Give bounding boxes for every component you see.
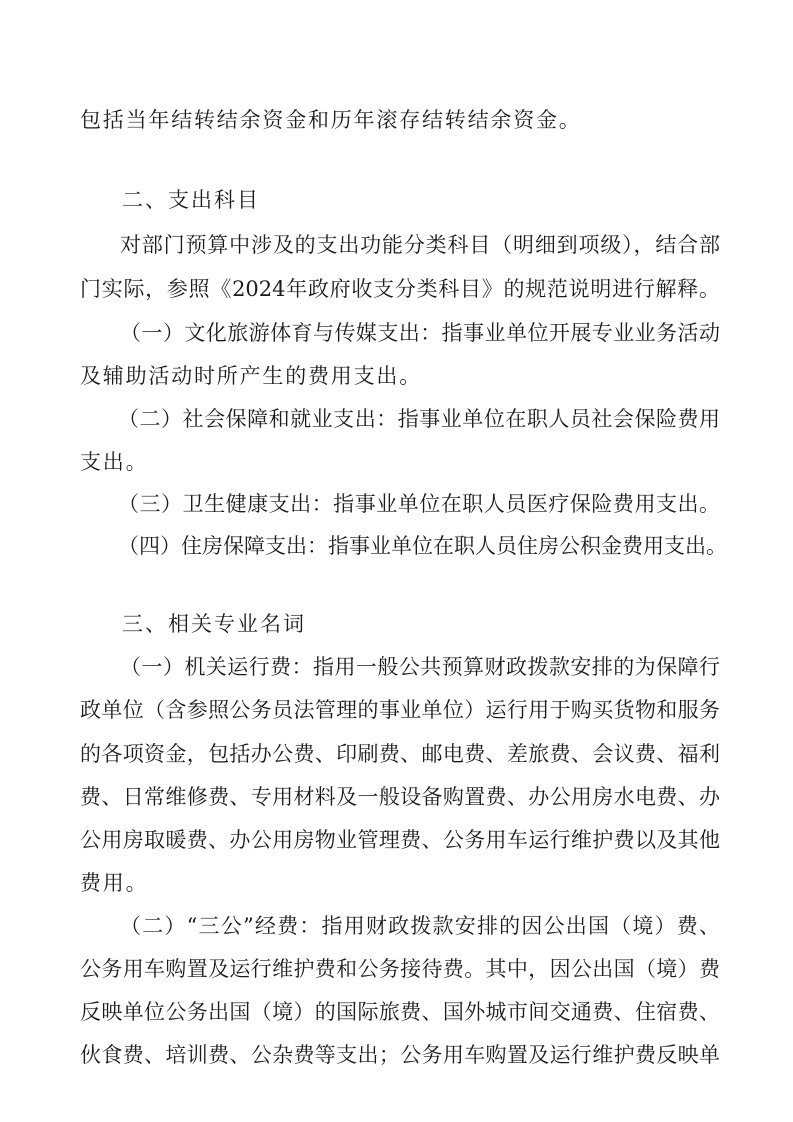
paragraph-line: 包括当年结转结余资金和历年滚存结转结余资金。 — [80, 108, 582, 132]
paragraph-line: （一）机关运行费：指用一般公共预算财政拨款安排的为保障行 — [120, 655, 720, 679]
paragraph-line: 反映单位公务出国（境）的国际旅费、国外城市间交通费、住宿费、 — [80, 1000, 720, 1024]
paragraph-line: 费用。 — [80, 871, 149, 895]
paragraph-line: （一）文化旅游体育与传媒支出：指事业单位开展专业业务活动 — [120, 321, 720, 345]
paragraph-line: （二）“三公”经费：指用财政拨款安排的因公出国（境）费、 — [120, 914, 720, 938]
paragraph-line: 费、日常维修费、专用材料及一般设备购置费、办公用房水电费、办 — [80, 785, 720, 809]
paragraph-line: 门实际，参照《2024年政府收支分类科目》的规范说明进行解释。 — [80, 277, 720, 301]
section-heading-expenditure-items: 二、支出科目 — [122, 188, 260, 212]
section-heading-related-terms: 三、相关专业名词 — [122, 612, 306, 636]
paragraph-line: 公务用车购置及运行维护费和公务接待费。其中，因公出国（境）费 — [80, 957, 720, 981]
paragraph-line: 及辅助活动时所产生的费用支出。 — [80, 364, 422, 388]
paragraph-line: 的各项资金，包括办公费、印刷费、邮电费、差旅费、会议费、福利 — [80, 742, 720, 766]
paragraph-line: （四）住房保障支出：指事业单位在职人员住房公积金费用支出。 — [118, 534, 727, 558]
paragraph-line: （二）社会保障和就业支出：指事业单位在职人员社会保险费用 — [118, 407, 720, 431]
paragraph-line: 政单位（含参照公务员法管理的事业单位）运行用于购买货物和服务 — [80, 698, 720, 722]
paragraph-line: 伙食费、培训费、公杂费等支出；公务用车购置及运行维护费反映单 — [80, 1043, 720, 1067]
paragraph-line: （三）卫生健康支出：指事业单位在职人员医疗保险费用支出。 — [118, 492, 720, 516]
paragraph-line: 对部门预算中涉及的支出功能分类科目（明细到项级），结合部 — [120, 233, 720, 257]
paragraph-line: 支出。 — [80, 450, 149, 474]
paragraph-line: 公用房取暖费、办公用房物业管理费、公务用车运行维护费以及其他 — [80, 828, 720, 852]
